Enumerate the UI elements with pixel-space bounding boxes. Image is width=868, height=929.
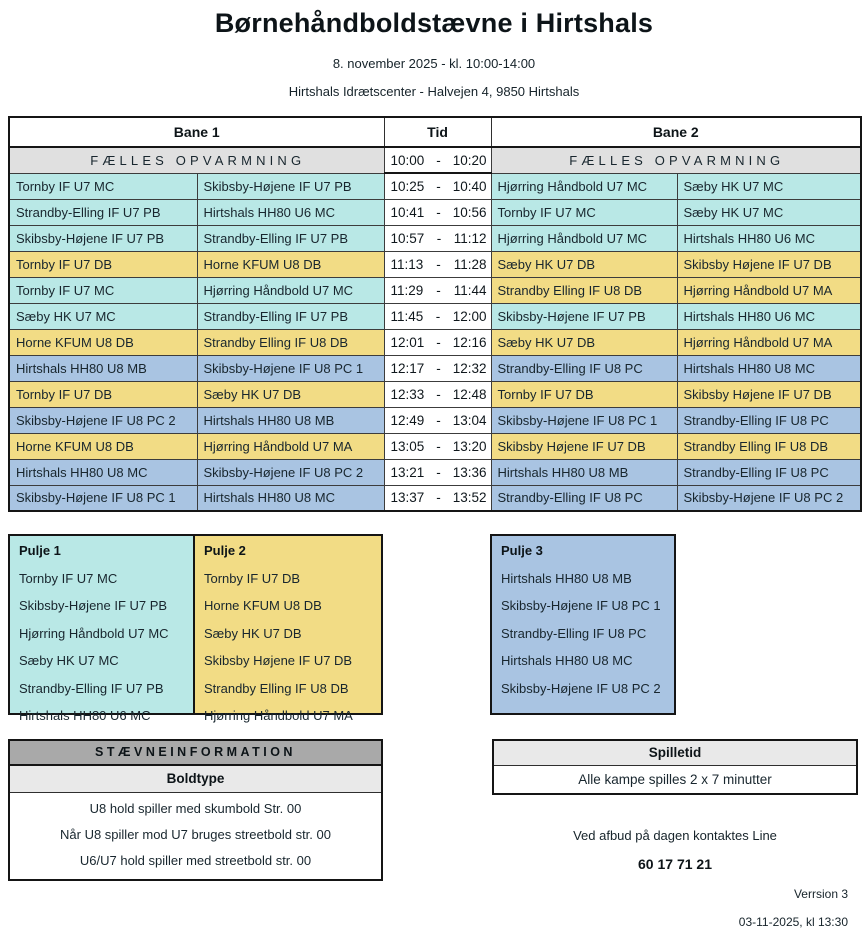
match-cell: Hirtshals HH80 U8 MB	[197, 407, 384, 433]
schedule-row	[9, 173, 861, 199]
tid-header: Tid	[384, 117, 491, 147]
time-value: 10:56	[452, 204, 487, 220]
time-dash: -	[436, 386, 441, 402]
time-cell	[384, 277, 491, 303]
schedule-row	[9, 303, 861, 329]
match-cell: Hjørring Håndbold U7 MC	[491, 173, 677, 199]
match-cell: Skibsby-Højene IF U7 PB	[197, 173, 384, 199]
time-range	[391, 200, 487, 225]
schedule-row	[9, 433, 861, 459]
time-cell	[384, 407, 491, 433]
pulje-team: Strandby Elling IF U8 DB	[204, 680, 349, 696]
schedule-body	[9, 147, 861, 511]
pulje-team: Strandby-Elling IF U8 PC	[501, 625, 647, 641]
time-cell	[384, 173, 491, 199]
match-cell: Horne KFUM U8 DB	[197, 251, 384, 277]
time-value: 11:29	[390, 282, 424, 298]
match-cell: Skibsby-Højene IF U7 PB	[491, 303, 677, 329]
match-cell: Tornby IF U7 MC	[9, 173, 197, 199]
pulje-team: Sæby HK U7 MC	[19, 653, 119, 668]
pulje-title: Pulje 2	[204, 543, 246, 558]
time-value: 10:57	[390, 230, 425, 246]
match-cell: Strandby Elling IF U8 DB	[677, 433, 861, 459]
time-dash: -	[436, 204, 441, 220]
info-box-title: STÆVNEINFORMATION	[10, 741, 381, 766]
match-cell: Hirtshals HH80 U8 MC	[9, 459, 197, 485]
time-value: 11:28	[453, 256, 487, 272]
time-value: 11:45	[390, 308, 424, 324]
time-range	[391, 486, 487, 511]
match-cell: Skibsby Højene IF U7 DB	[677, 381, 861, 407]
match-cell: Strandby-Elling IF U8 PC	[491, 485, 677, 511]
match-cell: Sæby HK U7 DB	[491, 329, 677, 355]
match-cell: Strandby-Elling IF U8 PC	[491, 355, 677, 381]
time-value: 12:16	[452, 334, 487, 350]
match-cell: Sæby HK U7 MC	[677, 173, 861, 199]
match-cell: Strandby-Elling IF U8 PC	[677, 407, 861, 433]
match-cell: Skibsby Højene IF U7 DB	[677, 251, 861, 277]
right-column	[492, 739, 858, 929]
pulje-box-3	[490, 534, 676, 715]
pulje-team: Tornby IF U7 MC	[19, 570, 118, 586]
time-cell	[384, 381, 491, 407]
time-value: 13:04	[452, 412, 487, 428]
time-cell	[384, 303, 491, 329]
time-dash: -	[436, 256, 441, 272]
schedule-row	[9, 485, 861, 511]
match-cell: Hirtshals HH80 U8 MC	[677, 355, 861, 381]
match-cell: Horne KFUM U8 DB	[9, 329, 197, 355]
time-value: 11:13	[390, 256, 424, 272]
match-cell: Tornby IF U7 MC	[9, 277, 197, 303]
match-cell: Sæby HK U7 DB	[491, 251, 677, 277]
info-lines	[10, 793, 381, 879]
match-cell: Tornby IF U7 DB	[9, 381, 197, 407]
time-value: 10:40	[452, 178, 487, 194]
time-dash: -	[436, 230, 442, 246]
time-value: 12:01	[390, 334, 425, 350]
pulje-team: Hjørring Håndbold U7 MC	[19, 625, 169, 641]
pulje-title: Pulje 3	[501, 543, 543, 558]
time-value: 10:25	[390, 178, 425, 194]
schedule-row	[9, 407, 861, 433]
time-value: 12:00	[452, 308, 487, 324]
pulje-section	[8, 534, 860, 723]
time-value: 12:48	[452, 386, 487, 402]
time-cell	[384, 329, 491, 355]
warmup-end: 10:20	[452, 152, 487, 168]
warmup-time-cell	[384, 147, 491, 173]
match-cell: Hirtshals HH80 U8 MC	[197, 485, 384, 511]
info-line: U8 hold spiller med skumbold Str. 00	[89, 801, 302, 816]
match-cell: Strandby Elling IF U8 DB	[491, 277, 677, 303]
match-cell: Skibsby-Højene IF U8 PC 2	[677, 485, 861, 511]
match-cell: Hirtshals HH80 U8 MB	[491, 459, 677, 485]
contact-phone: 60 17 71 21	[638, 856, 712, 872]
pulje-list	[19, 571, 184, 724]
page-title: Børnehåndboldstævne i Hirtshals	[214, 8, 654, 38]
spilletid-title: Spilletid	[494, 741, 856, 766]
match-cell: Skibsby-Højene IF U8 PC 2	[9, 407, 197, 433]
schedule-header-row	[9, 117, 861, 147]
time-range	[391, 356, 487, 381]
match-cell: Tornby IF U7 DB	[9, 251, 197, 277]
time-dash: -	[436, 178, 441, 194]
match-cell: Skibsby Højene IF U7 DB	[491, 433, 677, 459]
time-range	[391, 330, 487, 355]
pulje-box-2	[193, 534, 383, 723]
pulje-team: Sæby HK U7 DB	[204, 625, 302, 641]
time-dash: -	[436, 438, 441, 454]
match-cell: Horne KFUM U8 DB	[9, 433, 197, 459]
match-cell: Strandby-Elling IF U7 PB	[9, 199, 197, 225]
time-value: 10:41	[390, 204, 425, 220]
match-cell: Skibsby-Højene IF U8 PC 2	[197, 459, 384, 485]
match-cell: Strandby-Elling IF U8 PC	[677, 459, 861, 485]
match-cell: Skibsby-Højene IF U7 PB	[9, 225, 197, 251]
match-cell: Hirtshals HH80 U6 MC	[677, 303, 861, 329]
spilletid-body: Alle kampe spilles 2 x 7 minutter	[578, 772, 772, 787]
match-cell: Hirtshals HH80 U6 MC	[677, 225, 861, 251]
version-label: Verrsion 3	[793, 887, 848, 901]
warmup-time-range	[391, 148, 487, 172]
match-cell: Tornby IF U7 MC	[491, 199, 677, 225]
warmup-bane1: FÆLLES OPVARMNING	[9, 147, 384, 173]
time-cell	[384, 225, 491, 251]
bane2-header: Bane 2	[491, 117, 861, 147]
time-dash: -	[435, 308, 441, 324]
schedule-row	[9, 251, 861, 277]
time-value: 11:44	[453, 282, 487, 298]
match-cell: Skibsby-Højene IF U8 PC 1	[197, 355, 384, 381]
time-range	[391, 252, 487, 277]
pulje-team: Skibsby-Højene IF U8 PC 1	[501, 598, 661, 613]
time-range	[391, 382, 487, 407]
time-dash: -	[436, 152, 441, 168]
time-value: 13:20	[452, 438, 487, 454]
time-dash: -	[436, 412, 441, 428]
schedule-row	[9, 277, 861, 303]
time-dash: -	[436, 282, 441, 298]
time-range	[391, 460, 487, 485]
time-cell	[384, 433, 491, 459]
match-cell: Hjørring Håndbold U7 MC	[491, 225, 677, 251]
time-value: 13:05	[390, 438, 425, 454]
match-cell: Skibsby-Højene IF U8 PC 1	[9, 485, 197, 511]
info-box	[8, 739, 383, 881]
match-cell: Strandby-Elling IF U7 PB	[197, 303, 384, 329]
match-cell: Hjørring Håndbold U7 MC	[197, 277, 384, 303]
timestamp-label: 03-11-2025, kl 13:30	[738, 915, 848, 929]
pulje-list	[204, 571, 372, 724]
time-value: 13:36	[452, 464, 487, 480]
match-cell: Skibsby-Højene IF U8 PC 1	[491, 407, 677, 433]
pulje-team: Hirtshals HH80 U8 MB	[501, 570, 632, 586]
match-cell: Sæby HK U7 MC	[677, 199, 861, 225]
match-cell: Sæby HK U7 MC	[9, 303, 197, 329]
info-line: Når U8 spiller mod U7 bruges streetbold str. 00	[60, 827, 331, 842]
match-cell: Strandby-Elling IF U7 PB	[197, 225, 384, 251]
schedule-row	[9, 199, 861, 225]
match-cell: Hirtshals HH80 U6 MC	[197, 199, 384, 225]
pulje-team: Strandby-Elling IF U7 PB	[19, 680, 164, 696]
time-cell	[384, 199, 491, 225]
time-value: 13:21	[390, 464, 425, 480]
schedule-row	[9, 381, 861, 407]
time-range	[391, 226, 487, 251]
time-range	[391, 408, 487, 433]
pulje-team: Hjørring Håndbold U7 MA	[204, 708, 353, 723]
warmup-start: 10:00	[390, 152, 425, 168]
time-value: 12:17	[390, 360, 425, 376]
bane1-header: Bane 1	[9, 117, 384, 147]
time-range	[391, 304, 487, 329]
match-cell: Hirtshals HH80 U8 MB	[9, 355, 197, 381]
schedule-row	[9, 459, 861, 485]
match-cell: Tornby IF U7 DB	[491, 381, 677, 407]
pulje-team: Hirtshals HH80 U6 MC	[19, 708, 151, 723]
time-value: 12:33	[390, 386, 425, 402]
time-range	[391, 434, 487, 459]
time-cell	[384, 459, 491, 485]
event-date: 8. november 2025 - kl. 10:00-14:00	[332, 56, 536, 71]
schedule-row	[9, 225, 861, 251]
schedule-table	[8, 116, 862, 512]
contact-note: Ved afbud på dagen kontaktes Line	[573, 828, 777, 843]
info-box-subtitle: Boldtype	[10, 766, 381, 793]
schedule-head	[9, 117, 861, 147]
time-value: 11:12	[453, 230, 487, 246]
event-venue: Hirtshals Idrætscenter - Halvejen 4, 9850 Hirtshals	[288, 84, 580, 99]
pulje-team: Skibsby-Højene IF U8 PC 2	[501, 680, 661, 696]
info-line: U6/U7 hold spiller med streetbold str. 00	[79, 853, 312, 868]
pulje-team: Tornby IF U7 DB	[204, 570, 301, 586]
schedule-row	[9, 329, 861, 355]
match-cell: Strandby Elling IF U8 DB	[197, 329, 384, 355]
pulje-list	[501, 571, 665, 696]
pulje-team: Skibsby-Højene IF U7 PB	[19, 598, 168, 613]
match-cell: Hjørring Håndbold U7 MA	[197, 433, 384, 459]
time-dash: -	[436, 334, 441, 350]
pulje-title: Pulje 1	[19, 543, 61, 558]
time-cell	[384, 355, 491, 381]
time-cell	[384, 485, 491, 511]
page-header	[0, 8, 868, 99]
schedule-row	[9, 355, 861, 381]
pulje-box-1	[8, 534, 195, 723]
time-value: 12:32	[452, 360, 487, 376]
time-dash: -	[436, 360, 441, 376]
match-cell: Hjørring Håndbold U7 MA	[677, 277, 861, 303]
time-value: 12:49	[390, 412, 425, 428]
warmup-bane2: FÆLLES OPVARMNING	[491, 147, 861, 173]
pulje-team: Hirtshals HH80 U8 MC	[501, 653, 633, 668]
bottom-section	[8, 739, 860, 929]
pulje-team: Skibsby Højene IF U7 DB	[204, 653, 353, 668]
time-range	[391, 174, 487, 199]
time-value: 13:52	[452, 490, 487, 506]
pulje-team: Horne KFUM U8 DB	[204, 598, 322, 613]
time-dash: -	[436, 464, 441, 480]
match-cell: Hjørring Håndbold U7 MA	[677, 329, 861, 355]
match-cell: Sæby HK U7 DB	[197, 381, 384, 407]
warmup-row	[9, 147, 861, 173]
time-value: 13:37	[390, 490, 425, 506]
time-cell	[384, 251, 491, 277]
time-dash: -	[436, 490, 441, 506]
time-range	[391, 278, 487, 303]
spilletid-box	[492, 739, 858, 795]
